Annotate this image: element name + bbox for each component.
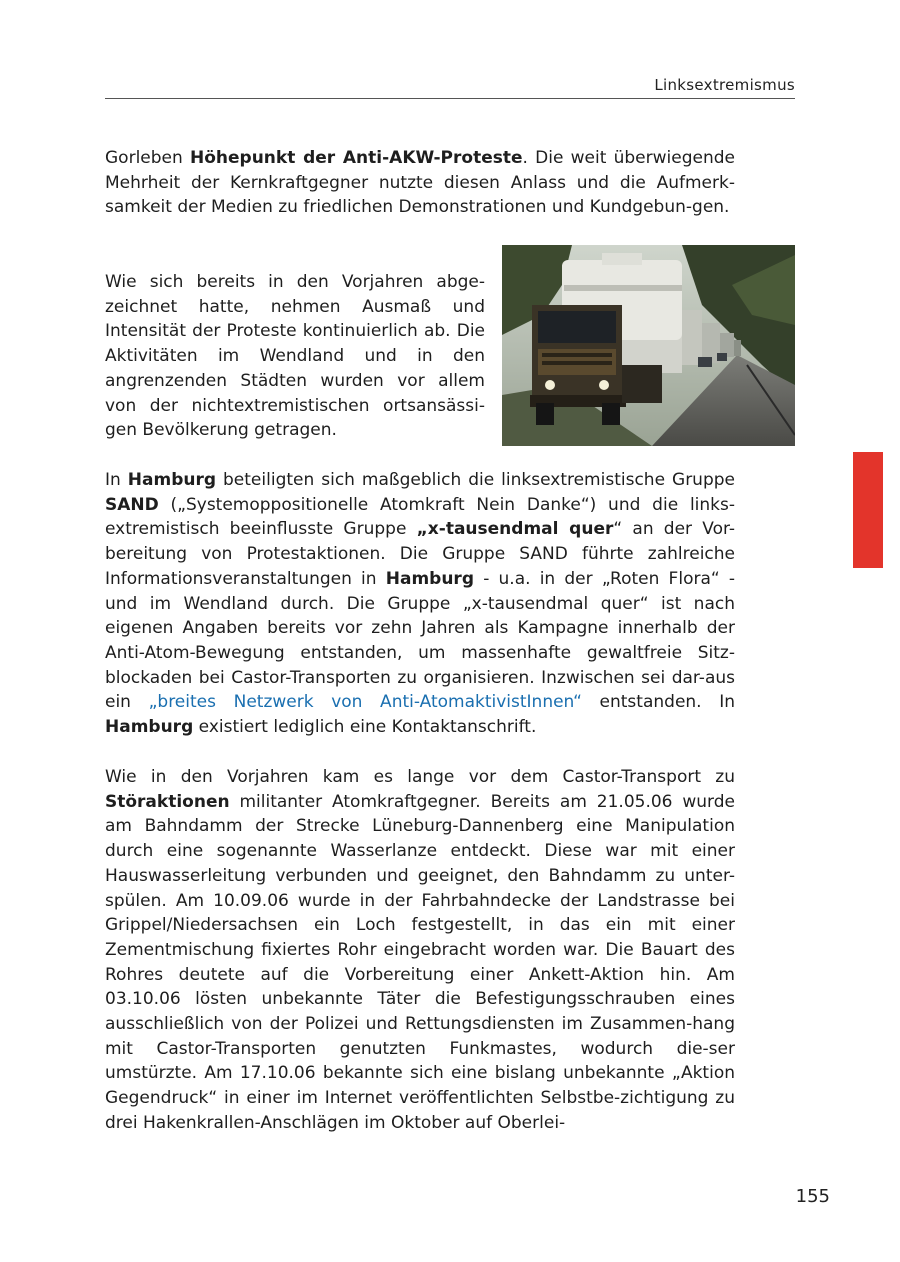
quoted-phrase-link: „breites Netzwerk von Anti-AtomaktivistInnen“ (148, 692, 582, 713)
truck-convoy-image (502, 245, 795, 446)
paragraph-hamburg-groups: In Hamburg beteiligten sich maßgeblich die linksextremistische Gruppe SAND („Systemoppositionelle Atomkraft Nein Danke“) und die links-extremistisch beeinflusste Gruppe „x-tausendmal quer“ an der Vor-bereitung von Protestaktionen. Die Gruppe SAND führte zahlreiche Informationsveranstaltungen in Hamburg - u.a. in der „Roten Flora“ - und im Wendland durch. Die Gruppe „x-tausendmal quer“ ist nach eigenen Angaben bereits vor zehn Jahren als Kampagne innerhalb der Anti-Atom-Bewegung entstanden, um massenhafte gewaltfreie Sitz-blockaden bei Castor-Transporten zu organisieren. Inzwischen sei dar-aus ein „breites Netzwerk von Anti-AtomaktivistInnen“ entstanden. In Hamburg existiert lediglich eine Kontaktanschrift. (105, 470, 736, 738)
emphasis-text: Hamburg (385, 568, 474, 589)
paragraph-protest-decline: Wie sich bereits in den Vorjahren abge-zeichnet hatte, nehmen Ausmaß und Intensität der Proteste kontinuierlich ab. Die Aktivitäten im Wendland und in den angrenzenden Städten wurden vor allem von der nichtextremistischen ortsansässi-gen Bevölkerung getragen. (105, 272, 485, 441)
chapter-marker-tab (853, 452, 883, 568)
section-title: Linksextremismus (654, 76, 795, 94)
paragraph-disruptions: Wie in den Vorjahren kam es lange vor dem Castor-Transport zu Störaktionen militanter Atomkraftgegner. Bereits am 21.05.06 wurde am Bahndamm der Strecke Lüneburg-Dannenberg eine Manipulation durch eine sogenannte Wasserlanze entdeckt. Diese war mit einer Hauswasserleitung verbunden und geeignet, den Bahndamm zu unter-spülen. Am 10.09.06 wurde in der Fahrbahndecke der Landstrasse bei Grippel/Niedersachsen ein Loch festgestellt, in das ein mit einer Zementmischung fixiertes Rohr eingebracht worden war. Die Bauart des Rohres deutete auf die Vorbereitung einer Ankett-Aktion hin. Am 03.10.06 lösten unbekannte Täter die Befestigungsschrauben eines ausschließlich von der Polizei und Rettungsdiensten im Zusammen-hang mit Castor-Transporten genutzten Funkmastes, wodurch die-ser umstürzte. Am 17.10.06 bekannte sich eine bislang unbekannte „Aktion Gegendruck“ in einer im Internet veröffentlichten Selbstbe-zichtigung zu drei Hakenkrallen-Anschlägen im Oktober auf Oberlei- (105, 767, 735, 1133)
emphasis-text: Hamburg (105, 717, 194, 738)
castor-transport-photo (502, 245, 795, 446)
emphasis-text: Störaktionen (105, 791, 230, 812)
page-number: 155 (795, 1186, 830, 1207)
emphasis-text: Höhepunkt der Anti-AKW-Proteste (190, 148, 523, 168)
emphasis-text: SAND (105, 494, 159, 515)
paragraph-intro: Gorleben Höhepunkt der Anti-AKW-Proteste. Die weit überwiegende Mehrheit der Kernkraftgegner nutzte diesen Anlass und die Aufmerk-samkeit der Medien zu friedlichen Demonstrationen und Kundgebun-gen. (105, 148, 735, 218)
running-header (105, 76, 795, 99)
emphasis-text: Hamburg (127, 470, 217, 490)
emphasis-text: „x-tausendmal quer (416, 519, 614, 540)
